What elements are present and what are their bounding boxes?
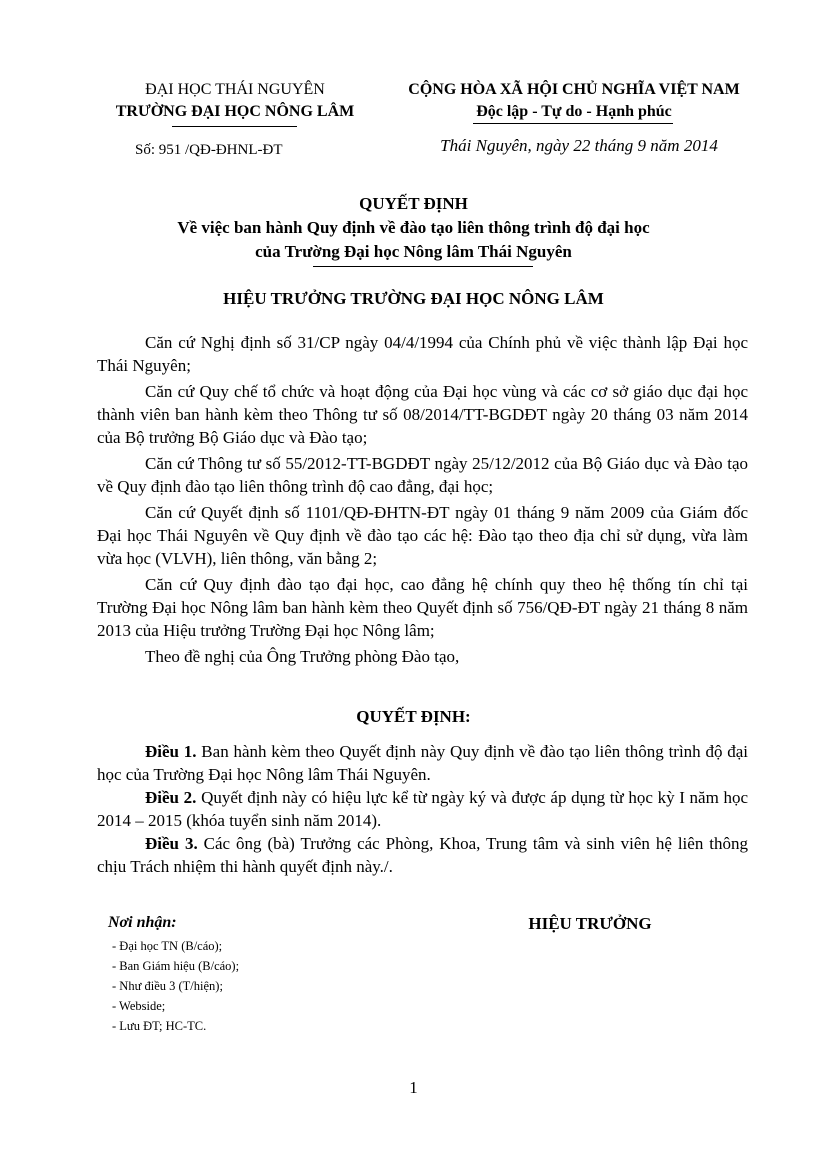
recipient-item: - Ban Giám hiệu (B/cáo); [112, 959, 240, 973]
recital: Theo đề nghị của Ông Trưởng phòng Đào tạo, [145, 647, 460, 666]
article-text: Quyết định này có hiệu lực kể từ ngày ký và được áp dụng từ học kỳ I năm học 2014 – 2015 (khóa tuyển sinh năm 2014). [97, 788, 749, 830]
article-text: Các ông (bà) Trưởng các Phòng, Khoa, Trung tâm và sinh viên hệ liên thông chịu Trách nhiệm thi hành quyết định này./. [97, 834, 748, 876]
place-date: Thái Nguyên, ngày 22 tháng 9 năm 2014 [440, 136, 718, 155]
recipient-item: - Đại học TN (B/cáo); [112, 939, 223, 953]
recital: Căn cứ Nghị định số 31/CP ngày 04/4/1994 của Chính phủ về việc thành lập Đại học Thái Nguyên; [97, 333, 748, 375]
title-type: QUYẾT ĐỊNH [359, 194, 468, 213]
article-2 [97, 786, 748, 832]
recital: Căn cứ Quyết định số 1101/QĐ-ĐHTN-ĐT ngày 01 tháng 9 năm 2009 của Giám đốc Đại học Thái Nguyên về Quy định về đào tạo các hệ: Đào tạo theo địa chỉ sử dụng, vừa làm vừa học (VLVH), liên thông, văn bằng 2; [97, 503, 748, 568]
recital: Căn cứ Quy định đào tạo đại học, cao đẳng hệ chính quy theo hệ thống tín chỉ tại Trường Đại học Nông lâm ban hành kèm theo Quyết định số 756/QĐ-ĐT ngày 21 tháng 8 năm 2013 của Hiệu trưởng Trường Đại học Nông lâm; [97, 575, 748, 640]
national-header [392, 79, 756, 123]
recital: Căn cứ Thông tư số 55/2012-TT-BGDĐT ngày 25/12/2012 của Bộ Giáo dục và Đào tạo về Quy định đào tạo liên thông trình độ cao đẳng, đại học; [97, 454, 748, 496]
recipient-item: - Lưu ĐT; HC-TC. [112, 1019, 207, 1033]
article-label: Điều 2. [145, 788, 197, 807]
document-number: Số: 951 /QĐ-ĐHNL-ĐT [135, 142, 283, 158]
recipient-item: - Như điều 3 (T/hiện); [112, 979, 223, 993]
issuer-name: TRƯỜNG ĐẠI HỌC NÔNG LÂM [115, 103, 355, 120]
recital: Căn cứ Quy chế tổ chức và hoạt động của Đại học vùng và các cơ sở giáo dục đại học thành viên ban hành kèm theo Thông tư số 08/2014/TT-BGDĐT ngày 20 tháng 03 năm 2014 của Bộ trưởng Bộ Giáo dục và Đào tạo; [97, 382, 748, 447]
articles [97, 740, 748, 878]
article-label: Điều 1. [145, 742, 197, 761]
issuer-block [80, 79, 390, 123]
article-label: Điều 3. [145, 834, 198, 853]
national-motto: Độc lập - Tự do - Hạnh phúc [476, 103, 672, 120]
country-name: CỘNG HÒA XÃ HỘI CHỦ NGHĨA VIỆT NAM [408, 81, 740, 98]
article-3 [97, 832, 748, 878]
recipients-list [112, 936, 239, 1036]
recipients-title: Nơi nhận: [108, 914, 177, 931]
title-underline [313, 266, 533, 267]
authority-heading: HIỆU TRƯỞNG TRƯỜNG ĐẠI HỌC NÔNG LÂM [223, 289, 604, 308]
recitals [97, 331, 748, 668]
article-1 [97, 740, 748, 786]
decision-heading: QUYẾT ĐỊNH: [356, 707, 471, 726]
motto-underline [473, 123, 673, 124]
document-title [0, 192, 827, 264]
recipient-item: - Webside; [112, 999, 166, 1013]
title-subject-line1: Về việc ban hành Quy định về đào tạo liên thông trình độ đại học [177, 218, 650, 237]
title-subject-line2: của Trường Đại học Nông lâm Thái Nguyên [255, 242, 572, 261]
issuer-parent: ĐẠI HỌC THÁI NGUYÊN [145, 81, 325, 98]
issuer-underline [172, 126, 297, 127]
article-text: Ban hành kèm theo Quyết định này Quy định về đào tạo liên thông trình độ đại học của Trường Đại học Nông lâm Thái Nguyên. [97, 742, 748, 784]
signer-title: HIỆU TRƯỞNG [528, 914, 652, 933]
page-number: 1 [409, 1078, 418, 1097]
